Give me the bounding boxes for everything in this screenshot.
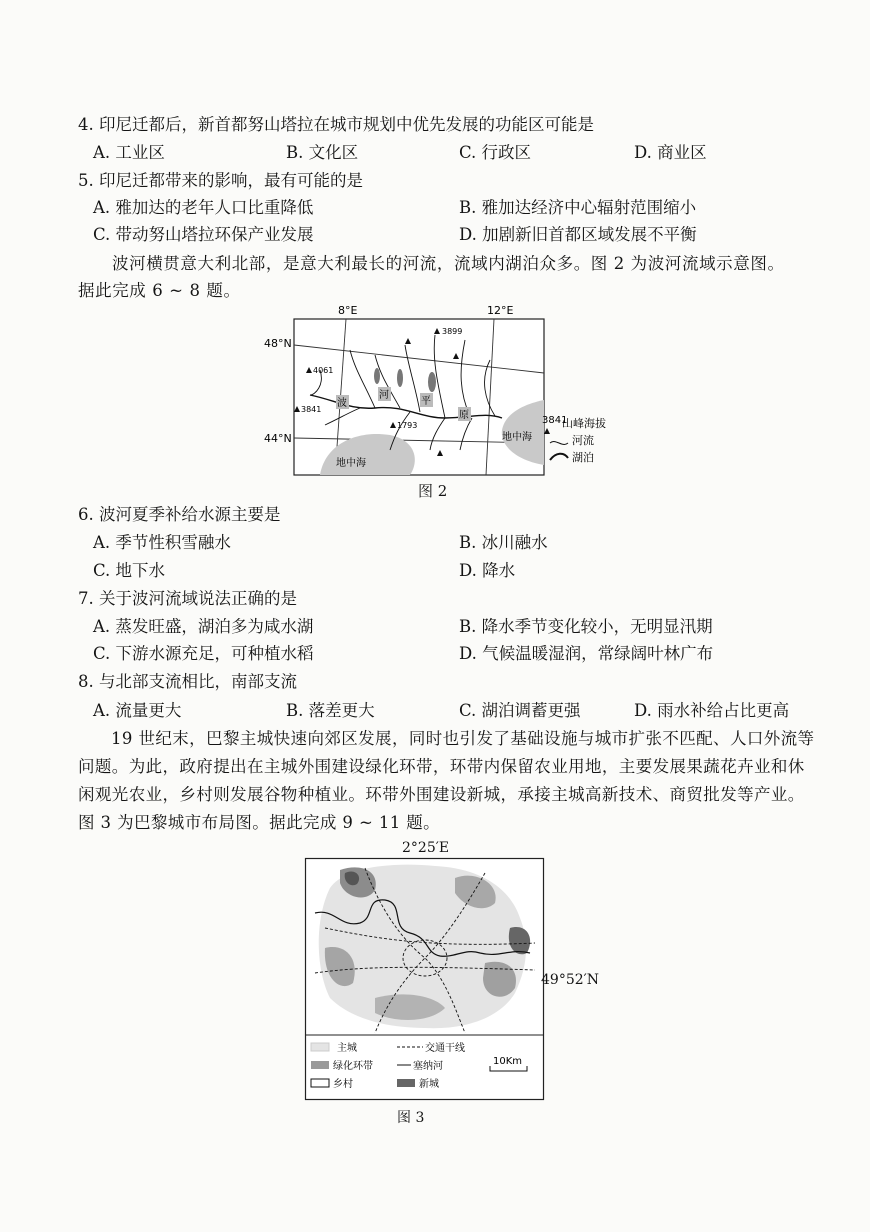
- paris-passage: 19 世纪末，巴黎主城快速向郊区发展，同时也引发了基础设施与城市扩张不匹配、人口外流等问题。为此，政府提出在主城外围建设绿化环带，环带内保留农业用地，主要发展果蔬花卉业和休闲观光农业，乡村则发展谷物种植业。环带外围建设新城，承接主城高新技术、商贸批发等产业。图 3 为巴黎城市布局图。据此完成 9 ~ 11 题。: [78, 729, 815, 832]
- q7-option-b: B. 降水季节变化较小，无明显汛期: [459, 617, 713, 636]
- q8-option-b: B. 落差更大: [286, 701, 375, 720]
- legend-peak-value: 3841: [542, 415, 568, 426]
- plain-char-1: 波: [337, 398, 347, 409]
- plain-char-3: 平: [421, 396, 431, 407]
- figure-3-paris-layout-map: [305, 858, 545, 1100]
- fig3-lat-label: 49°52′N: [541, 972, 600, 988]
- q5-option-c: C. 带动努山塔拉环保产业发展: [93, 225, 314, 244]
- q8-option-c: C. 湖泊调蓄更强: [459, 701, 581, 720]
- legend-river-icon: [550, 442, 568, 445]
- question-4-stem: 4. 印尼迁都后，新首都努山塔拉在城市规划中优先发展的功能区可能是: [78, 115, 594, 134]
- legend-village: 乡村: [333, 1079, 353, 1090]
- legend-lake-label: 湖泊: [572, 451, 594, 464]
- q4-option-a: A. 工业区: [93, 143, 165, 162]
- figure-3-caption: 图 3: [397, 1110, 425, 1126]
- lat-label-44n: 44°N: [264, 432, 292, 445]
- legend-green-belt-icon: [311, 1061, 329, 1069]
- lake: [397, 369, 403, 387]
- legend-new-town: 新城: [419, 1079, 439, 1090]
- question-5-stem: 5. 印尼迁都带来的影响，最有可能的是: [78, 171, 363, 190]
- peak-1793: 1793: [397, 421, 418, 430]
- figure-2-po-basin-map: [264, 300, 660, 480]
- plain-char-4: 原: [459, 410, 469, 421]
- q6-option-d: D. 降水: [459, 561, 516, 580]
- q6-option-c: C. 地下水: [93, 561, 166, 580]
- legend-scale: 10Km: [493, 1056, 523, 1067]
- q7-option-a: A. 蒸发旺盛，湖泊多为咸水湖: [93, 617, 314, 636]
- question-6-stem: 6. 波河夏季补给水源主要是: [78, 505, 281, 524]
- plain-char-2: 河: [379, 390, 389, 401]
- legend-lake-icon: [550, 454, 568, 460]
- peak-3841: 3841: [301, 405, 322, 414]
- peak-4061: 4061: [313, 366, 334, 375]
- q5-option-d: D. 加剧新旧首都区域发展不平衡: [459, 225, 697, 244]
- lake: [374, 368, 380, 384]
- legend-seine: 塞纳河: [413, 1061, 443, 1072]
- po-passage-line2: 据此完成 6 ~ 8 题。: [78, 281, 241, 300]
- legend-river-label: 河流: [572, 434, 594, 447]
- lon-label-8e: 8°E: [338, 304, 358, 317]
- q8-option-a: A. 流量更大: [93, 701, 182, 720]
- sea-label-west: 地中海: [336, 458, 366, 469]
- lon-label-12e: 12°E: [487, 304, 514, 317]
- q5-option-b: B. 雅加达经济中心辐射范围缩小: [459, 198, 697, 217]
- q8-option-d: D. 雨水补给占比更高: [634, 701, 790, 720]
- sea-label-east: 地中海: [502, 432, 532, 443]
- question-8-stem: 8. 与北部支流相比，南部支流: [78, 672, 297, 691]
- legend-village-icon: [311, 1079, 329, 1087]
- po-passage-line1: 波河横贯意大利北部，是意大利最长的河流，流域内湖泊众多。图 2 为波河流域示意图。: [112, 254, 785, 273]
- question-7-stem: 7. 关于波河流域说法正确的是: [78, 589, 297, 608]
- legend-traffic: 交通干线: [425, 1043, 465, 1054]
- q7-option-c: C. 下游水源充足，可种植水稻: [93, 644, 314, 663]
- legend-peak-label: 山峰海拔: [562, 417, 606, 430]
- q6-option-a: A. 季节性积雪融水: [93, 533, 231, 552]
- legend-main-city: 主城: [337, 1043, 357, 1054]
- q4-option-d: D. 商业区: [634, 143, 707, 162]
- q4-option-b: B. 文化区: [286, 143, 359, 162]
- fig3-lon-label: 2°25′E: [402, 840, 450, 856]
- q7-option-d: D. 气候温暖湿润，常绿阔叶林广布: [459, 644, 714, 663]
- legend-new-town-icon: [397, 1079, 415, 1087]
- q6-option-b: B. 冰川融水: [459, 533, 548, 552]
- legend-peak-icon: [544, 428, 550, 434]
- legend-green-belt: 绿化环带: [333, 1061, 373, 1072]
- legend-main-city-icon: [311, 1043, 329, 1051]
- lat-label-48n: 48°N: [264, 337, 292, 350]
- figure-2-caption: 图 2: [418, 482, 448, 500]
- q4-option-c: C. 行政区: [459, 143, 532, 162]
- lake: [428, 372, 436, 392]
- peak-3899: 3899: [442, 327, 463, 336]
- q5-option-a: A. 雅加达的老年人口比重降低: [93, 198, 314, 217]
